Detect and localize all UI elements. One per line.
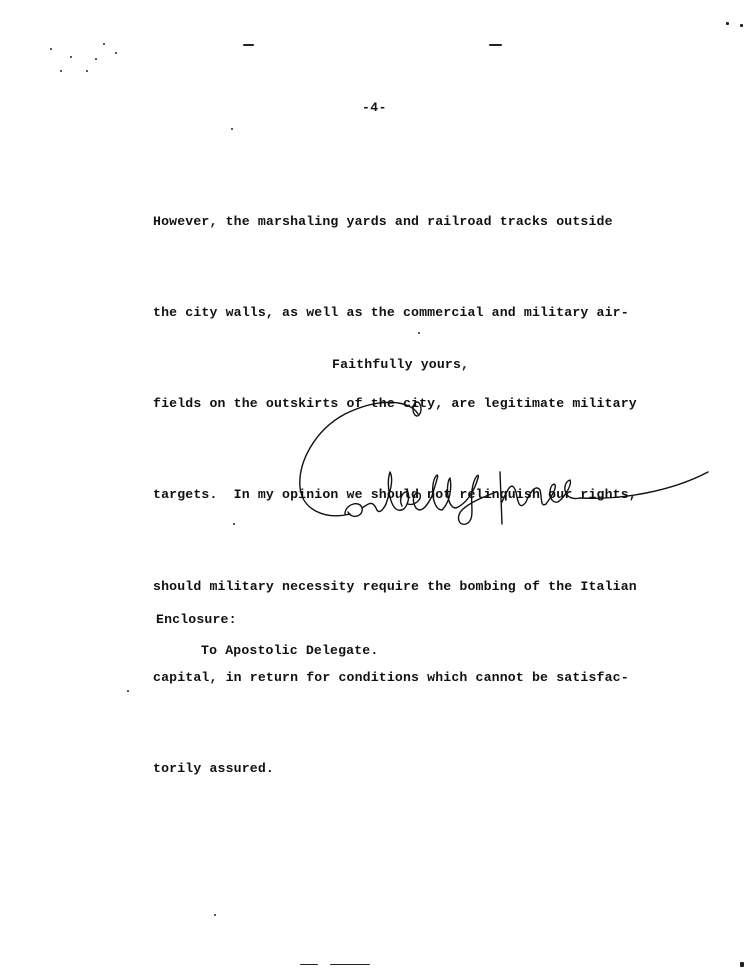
scan-speck xyxy=(115,52,117,54)
scan-speck xyxy=(60,70,62,72)
enclosure-label: Enclosure: xyxy=(156,612,237,627)
scan-speck xyxy=(740,24,743,27)
body-line: targets. In my opinion we should not relinquish our rights, xyxy=(153,487,637,503)
body-line: should military necessity require the bombing of the Italian xyxy=(153,578,637,594)
body-line: fields on the outskirts of the city, are legitimate military xyxy=(153,396,637,412)
scan-speck xyxy=(86,70,88,72)
body-line: the city walls, as well as the commercial and military air- xyxy=(153,305,629,321)
scan-speck xyxy=(300,964,318,965)
scan-speck xyxy=(726,22,729,25)
scan-speck xyxy=(214,914,216,916)
handwritten-signature xyxy=(290,392,720,532)
scan-speck xyxy=(50,48,52,50)
complimentary-close: Faithfully yours, xyxy=(332,357,470,372)
scan-speck xyxy=(103,43,105,45)
scan-mark xyxy=(243,44,254,46)
body-line: capital, in return for conditions which cannot be satisfac- xyxy=(153,669,629,685)
scan-speck xyxy=(330,964,370,965)
scan-speck xyxy=(95,58,97,60)
enclosure-item: To Apostolic Delegate. xyxy=(201,643,379,658)
scan-mark xyxy=(489,44,502,46)
body-line: torily assured. xyxy=(153,761,274,777)
body-line: However, the marshaling yards and railroad tracks outside xyxy=(153,213,613,229)
scan-speck xyxy=(231,128,233,130)
scan-speck xyxy=(127,690,129,692)
page-number: -4- xyxy=(362,100,387,115)
scan-speck xyxy=(70,56,72,58)
scan-speck xyxy=(740,962,744,967)
